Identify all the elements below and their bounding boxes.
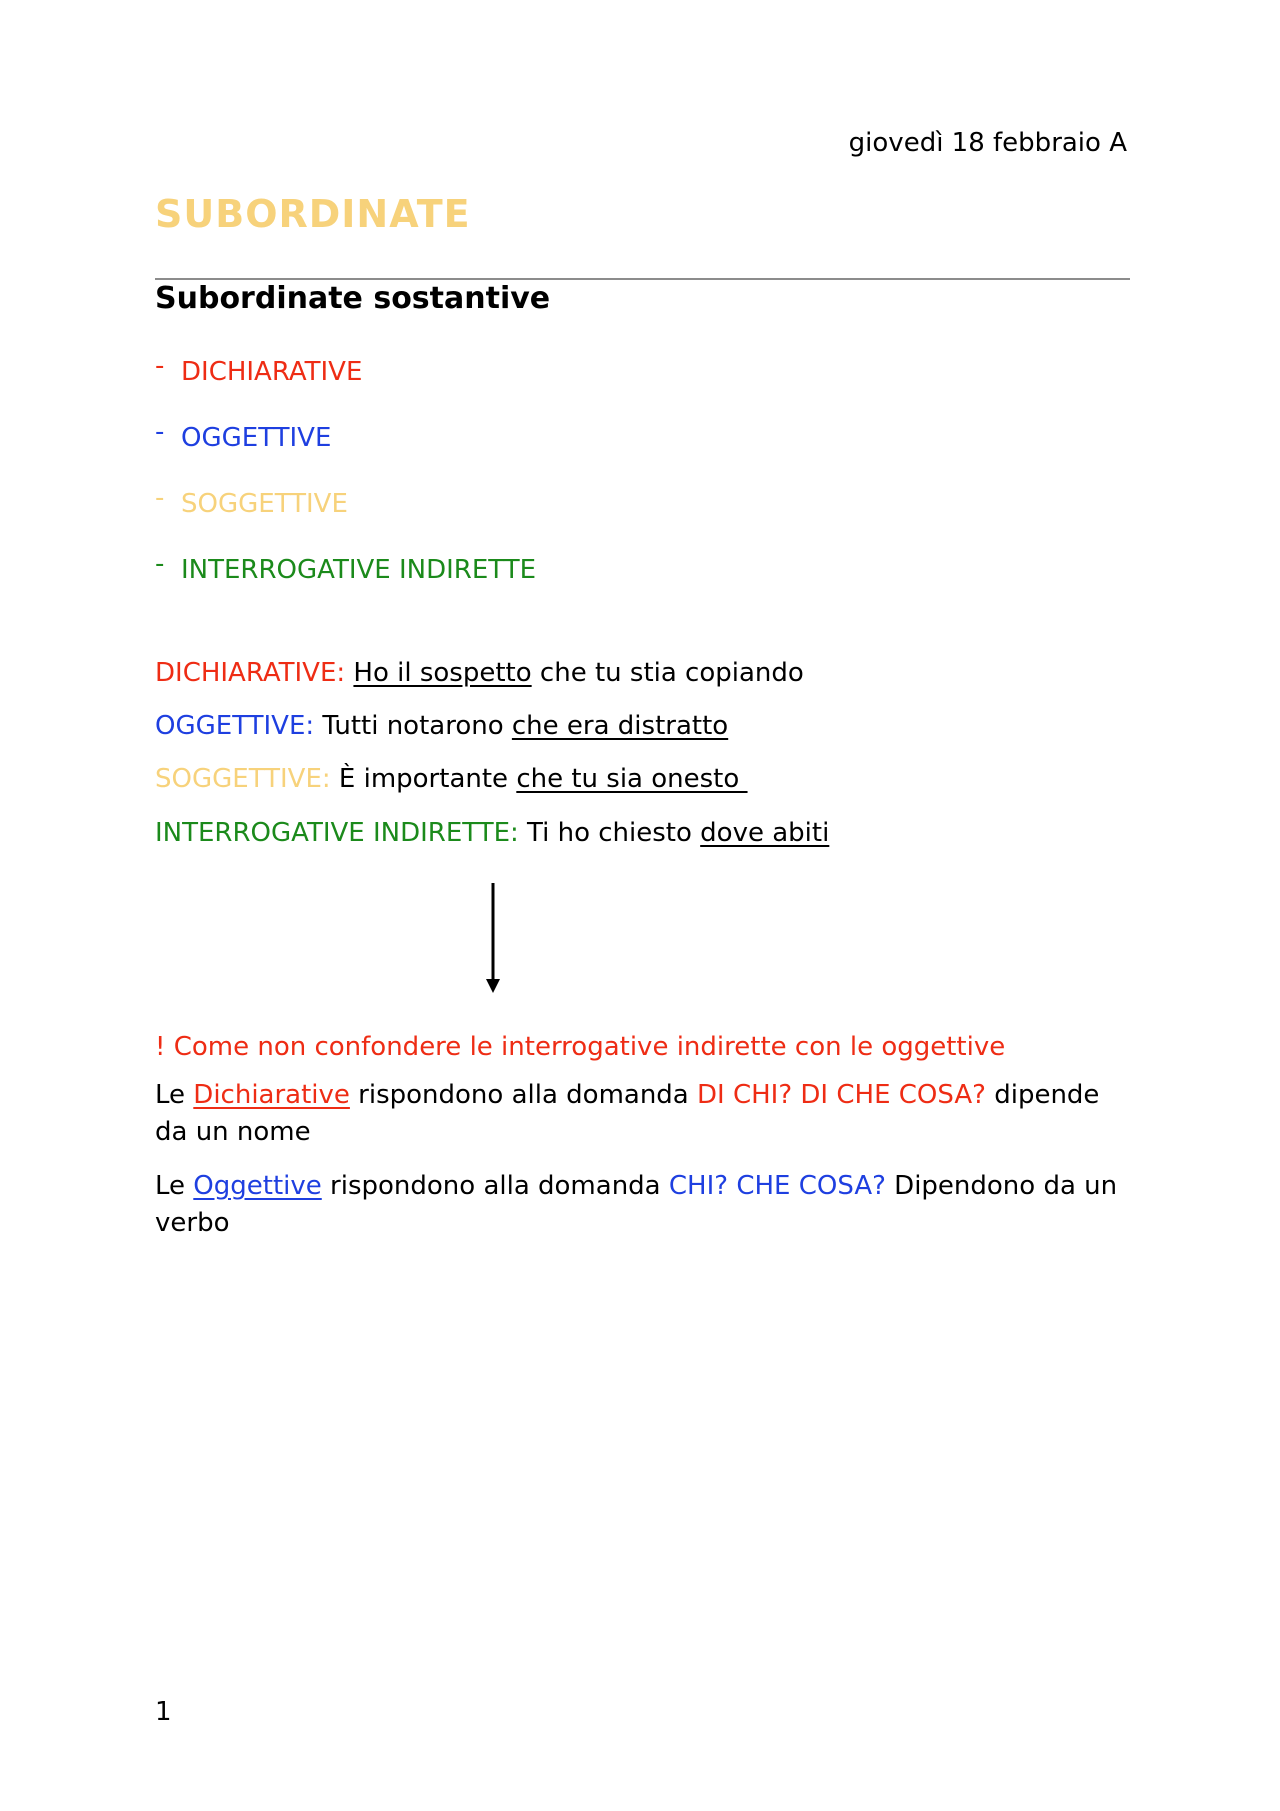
- paragraph-dichiarative: [155, 1077, 1135, 1151]
- question-text: CHI? CHE COSA?: [668, 1171, 886, 1201]
- down-arrow-icon: [483, 883, 503, 993]
- example-underlined: che tu sia onesto: [516, 764, 748, 794]
- bullet-dash: -: [155, 351, 165, 381]
- page-number: 1: [155, 1697, 172, 1727]
- term-link: Dichiarative: [193, 1080, 350, 1110]
- list-item-oggettive: [155, 417, 331, 453]
- para-text: rispondono alla domanda: [321, 1171, 669, 1201]
- example-oggettive: [155, 711, 728, 741]
- bullet-dash: -: [155, 417, 165, 447]
- example-text: Tutti notarono: [322, 711, 512, 741]
- para-text: rispondono alla domanda: [349, 1080, 698, 1110]
- para-text: Le: [155, 1080, 194, 1110]
- para-text: dipende da un nome: [155, 1080, 1100, 1147]
- example-text: che tu stia copiando: [531, 658, 804, 688]
- example-text: Ti ho chiesto: [527, 818, 701, 848]
- example-text: È importante: [338, 764, 517, 794]
- list-item-label: OGGETTIVE: [181, 423, 332, 453]
- bullet-dash: -: [155, 549, 165, 579]
- example-label: OGGETTIVE:: [155, 711, 315, 741]
- example-underlined: dove abiti: [700, 818, 830, 848]
- para-text: Le: [155, 1171, 194, 1201]
- example-underlined: che era distratto: [511, 711, 729, 741]
- example-soggettive: [155, 764, 748, 794]
- title-divider: [155, 278, 1130, 280]
- list-item-label: DICHIARATIVE: [181, 357, 363, 387]
- warning-note: ! Come non confondere le interrogative indirette con le oggettive: [155, 1032, 1006, 1062]
- para-text: Dipendono da un verbo: [155, 1171, 1118, 1238]
- term-link: Oggettive: [193, 1171, 322, 1201]
- section-heading: Subordinate sostantive: [155, 281, 551, 316]
- page-title: SUBORDINATE: [155, 192, 471, 236]
- question-text: DI CHI? DI CHE COSA?: [697, 1080, 986, 1110]
- bullet-dash: -: [155, 483, 165, 513]
- list-item-interrogative: [155, 549, 536, 585]
- example-dichiarative: [155, 658, 804, 688]
- list-item-dichiarative: [155, 351, 362, 387]
- list-item-label: SOGGETTIVE: [181, 489, 348, 519]
- example-label: INTERROGATIVE INDIRETTE:: [155, 818, 519, 848]
- example-underlined: Ho il sospetto: [353, 658, 532, 688]
- date-header: giovedì 18 febbraio A: [848, 128, 1127, 158]
- list-item-soggettive: [155, 483, 348, 519]
- example-interrogative: [155, 818, 829, 848]
- paragraph-oggettive: [155, 1168, 1135, 1242]
- example-label: DICHIARATIVE:: [155, 658, 346, 688]
- list-item-label: INTERROGATIVE INDIRETTE: [181, 555, 536, 585]
- example-label: SOGGETTIVE:: [155, 764, 331, 794]
